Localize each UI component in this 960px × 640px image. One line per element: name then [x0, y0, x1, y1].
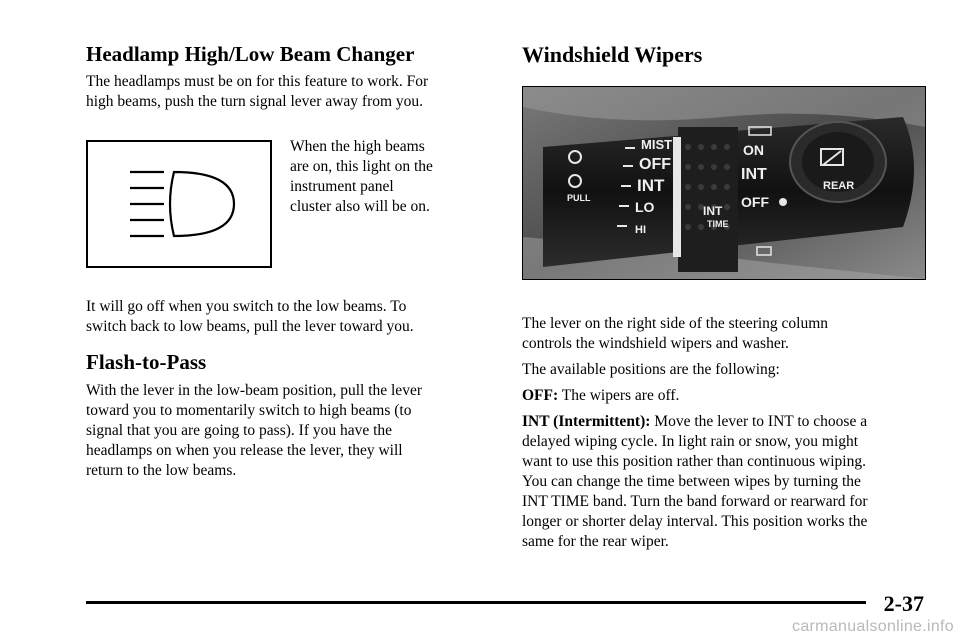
- page-number: 2-37: [883, 591, 924, 616]
- photo-label-on: ON: [743, 142, 764, 158]
- flash-to-pass-line: headlamps on when you release the lever, they will: [86, 442, 403, 459]
- off-term: OFF:: [522, 387, 559, 404]
- wipers-off-entry: [522, 386, 679, 406]
- flash-to-pass-line: toward you to momentarily switch to high beams (to: [86, 402, 412, 419]
- wipers-int-line: delayed wiping cycle. In light rain or snow, you might: [522, 433, 859, 450]
- photo-label-int-time-1: INT: [703, 204, 723, 218]
- indicator-caption-line: instrument panel: [290, 178, 394, 195]
- headlamp-intro-line: The headlamps must be on for this feature to work. For: [86, 73, 429, 90]
- footer-rule: [86, 601, 866, 604]
- wipers-int-entry: [522, 412, 867, 432]
- photo-label-off: OFF: [639, 156, 671, 173]
- flash-to-pass-line: signal that you are going to pass). If you have the: [86, 422, 393, 439]
- headlamp-after-line: switch back to low beams, pull the lever toward you.: [86, 318, 414, 335]
- wiper-lever-photo: [522, 86, 926, 280]
- wipers-lever-line: The lever on the right side of the steering column: [522, 315, 829, 332]
- headlamp-heading: Headlamp High/Low Beam Changer: [86, 42, 415, 66]
- photo-label-mist: MIST: [641, 137, 673, 152]
- headlamp-intro-line: high beams, push the turn signal lever away from you.: [86, 93, 424, 110]
- wipers-int-line: longer or shorter delay interval. This position works the: [522, 513, 868, 530]
- photo-label-int-time-2: TIME: [707, 219, 729, 229]
- wiper-lever-illustration: [523, 87, 925, 279]
- wipers-int-line: INT TIME band. Turn the band forward or rearward for: [522, 493, 868, 510]
- int-description: Move the lever to INT to choose a: [650, 413, 868, 430]
- photo-label-hi: HI: [635, 224, 646, 236]
- watermark: carmanualsonline.info: [792, 618, 954, 635]
- wipers-int-line: same for the rear wiper.: [522, 533, 669, 550]
- off-description: The wipers are off.: [558, 387, 680, 404]
- photo-label-pull: PULL: [567, 193, 591, 203]
- headlamp-after-line: It will go off when you switch to the low beams. To: [86, 298, 407, 315]
- photo-label-rear: REAR: [823, 180, 855, 192]
- flash-to-pass-heading: Flash-to-Pass: [86, 350, 207, 374]
- photo-label-off2: OFF: [741, 194, 769, 210]
- flash-to-pass-line: return to the low beams.: [86, 462, 237, 479]
- photo-label-int2: INT: [741, 166, 767, 183]
- flash-to-pass-line: With the lever in the low-beam position, pull the lever: [86, 382, 422, 399]
- photo-label-int: INT: [637, 176, 665, 195]
- int-term: INT (Intermittent):: [522, 413, 651, 430]
- photo-label-lo: LO: [635, 199, 655, 215]
- indicator-caption-line: cluster also will be on.: [290, 198, 430, 215]
- wipers-heading: Windshield Wipers: [522, 42, 703, 67]
- indicator-caption-line: are on, this light on the: [290, 158, 433, 175]
- wipers-int-line: want to use this position rather than continuous wiping.: [522, 453, 866, 470]
- high-beam-indicator-box: [86, 140, 272, 268]
- wipers-int-line: You can change the time between wipes by turning the: [522, 473, 861, 490]
- wipers-positions-intro: The available positions are the following:: [522, 361, 780, 378]
- indicator-caption-line: When the high beams: [290, 138, 425, 155]
- wipers-lever-line: controls the windshield wipers and washer.: [522, 335, 789, 352]
- high-beam-icon: [88, 142, 270, 266]
